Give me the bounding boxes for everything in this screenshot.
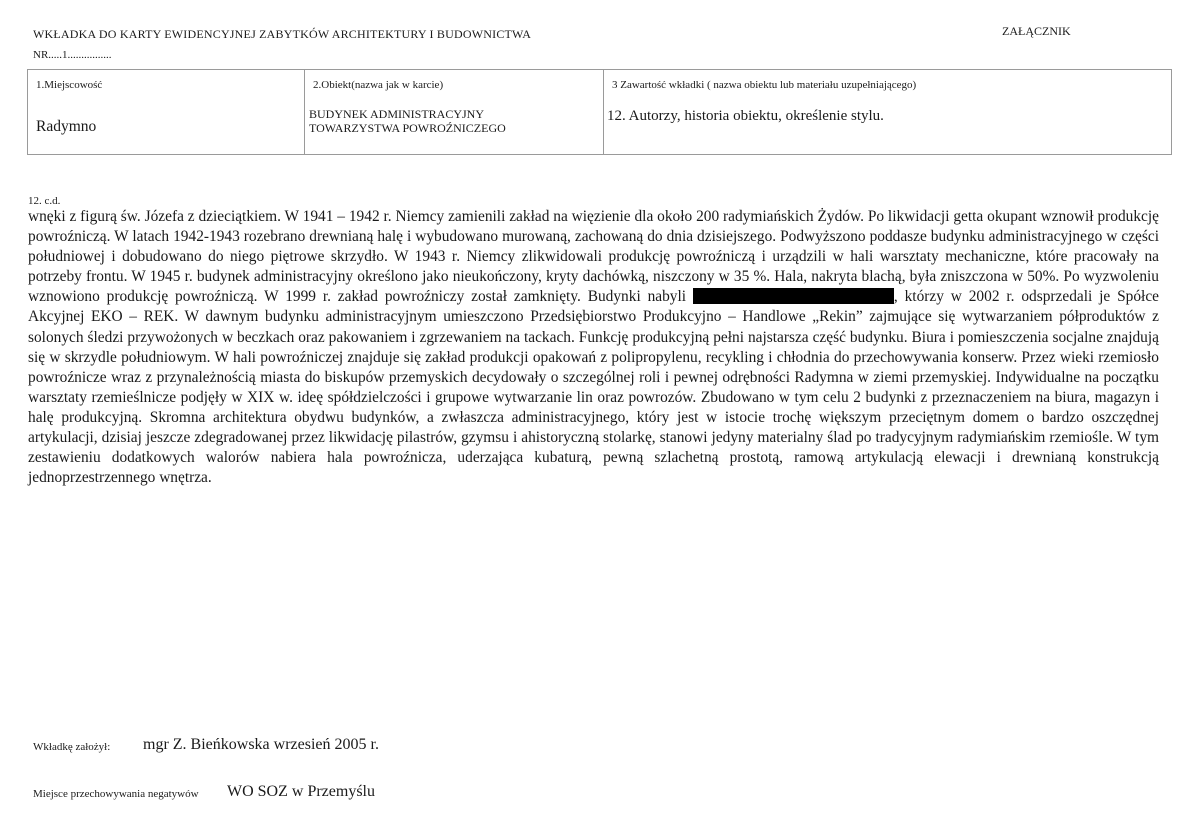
section-continued-label: 12. c.d.: [28, 195, 61, 207]
location-label: 1.Miejscowość: [36, 79, 103, 91]
redaction-bar: [693, 288, 894, 304]
body-paragraph: [28, 207, 1159, 488]
storage-label: Miejsce przechowywania negatywów: [33, 788, 199, 800]
contents-value: 12. Autorzy, historia obiektu, określenie stylu.: [607, 108, 884, 124]
storage-value: WO SOZ w Przemyślu: [227, 783, 375, 800]
info-table: [27, 69, 1172, 155]
body-text-part1: wnęki z figurą św. Józefa z dzieciątkiem. W 1941 – 1942 r. Niemcy zamienili zakład na więzienie dla około 200 radymiańskich Żydów. Po likwidacji getta okupant wznowił produkcję powroźniczą. W latach 1942-1943 rozebrano drewnianą halę i wybudowano murowaną, zachowaną do dnia dzisiejszego. Podwyższono poddasze budynku administracyjnego w części południowej i dobudowano do niego piętrowe skrzydło. W 1943 r. Niemcy zlikwidowali produkcję powroźniczą i urządzili w hali warsztaty mechaniczne, które pracowały na potrzeby frontu. W 1945 r. budynek administracyjny określono jako nieukończony, kryty dachówką, niszczony w 35 %. Hala, nakryta blachą, była zniszczona w 50%. Po wyzwoleniu wznowiono produkcję powroźniczą. W 1999 r. zakład powroźniczy został zamknięty. Budynki nabyli: [28, 208, 1159, 306]
location-value: Radymno: [36, 118, 97, 135]
object-cell: [305, 70, 604, 155]
location-cell: [28, 70, 305, 155]
author-value: mgr Z. Bieńkowska wrzesień 2005 r.: [143, 736, 379, 753]
object-label: 2.Obiekt(nazwa jak w karcie): [313, 79, 444, 91]
object-value: BUDYNEK ADMINISTRACYJNY TOWARZYSTWA POWROŹNICZEGO: [309, 107, 506, 135]
contents-label: 3 Zawartość wkładki ( nazwa obiektu lub materiału uzupełniającego): [612, 79, 917, 91]
document-title: WKŁADKA DO KARTY EWIDENCYJNEJ ZABYTKÓW ARCHITEKTURY I BUDOWNICTWA: [33, 27, 532, 41]
body-text-part2: , którzy w 2002 r. odsprzedali je Spółce Akcyjnej EKO – REK. W dawnym budynku administracyjnym umieszczono Przedsiębiorstwo Produkcyjno – Handlowe „Rekin” zajmujące się wytwarzaniem półproduktów z solonych śledzi przywożonych w beczkach oraz pakowaniem i zgrzewaniem na tackach. Funkcję produkcyjną pełni najstarsza część budynku. Biura i pomieszczenia socjalne znajdują się w skrzydle południowym. W hali powroźniczej znajduje się zakład produkcji opakowań z polipropylenu, recykling i chłodnia do przechowywania konserw. Przez wieki rzemiosło powroźnicze wraz z przynależnością miasta do biskupów przemyskich decydowały o szczególnej roli i pewnej odrębności Radymna w ziemi przemyskiej. Indywidualne na początku warsztaty rzemieślnicze podjęły w XIX w. ideę spółdzielczości i grupowe wytwarzanie lin oraz powrozów. Zbudowano w tym celu 2 budynki z przeznaczeniem na biura, magazyn i halę produkcyjną. Skromna architektura obydwu budynków, a zwłaszcza administracyjnego, który jest w istocie trochę większym przeciętnym domem o bardzo oszczędnej artykulacji, dzisiaj jeszcze zdegradowanej przez likwidację pilastrów, gzymsu i ahistoryczną stolarkę, stanowi jedyny materialny ślad po tradycyjnym radymiańskim rzemiośle. W tym zestawieniu dodatkowych walorów nabiera hala powroźnicza, uderzająca kubaturą, pewną szlachetną prostotą, ramową artykulacją elewacji i drewnianą konstrukcją jednoprzestrzennego wnętrza.: [28, 288, 1159, 487]
record-number: NR.....1................: [33, 49, 112, 61]
contents-cell: [604, 70, 1172, 155]
author-label: Wkładkę założył:: [33, 741, 111, 753]
attachment-label: ZAŁĄCZNIK: [1002, 24, 1071, 38]
